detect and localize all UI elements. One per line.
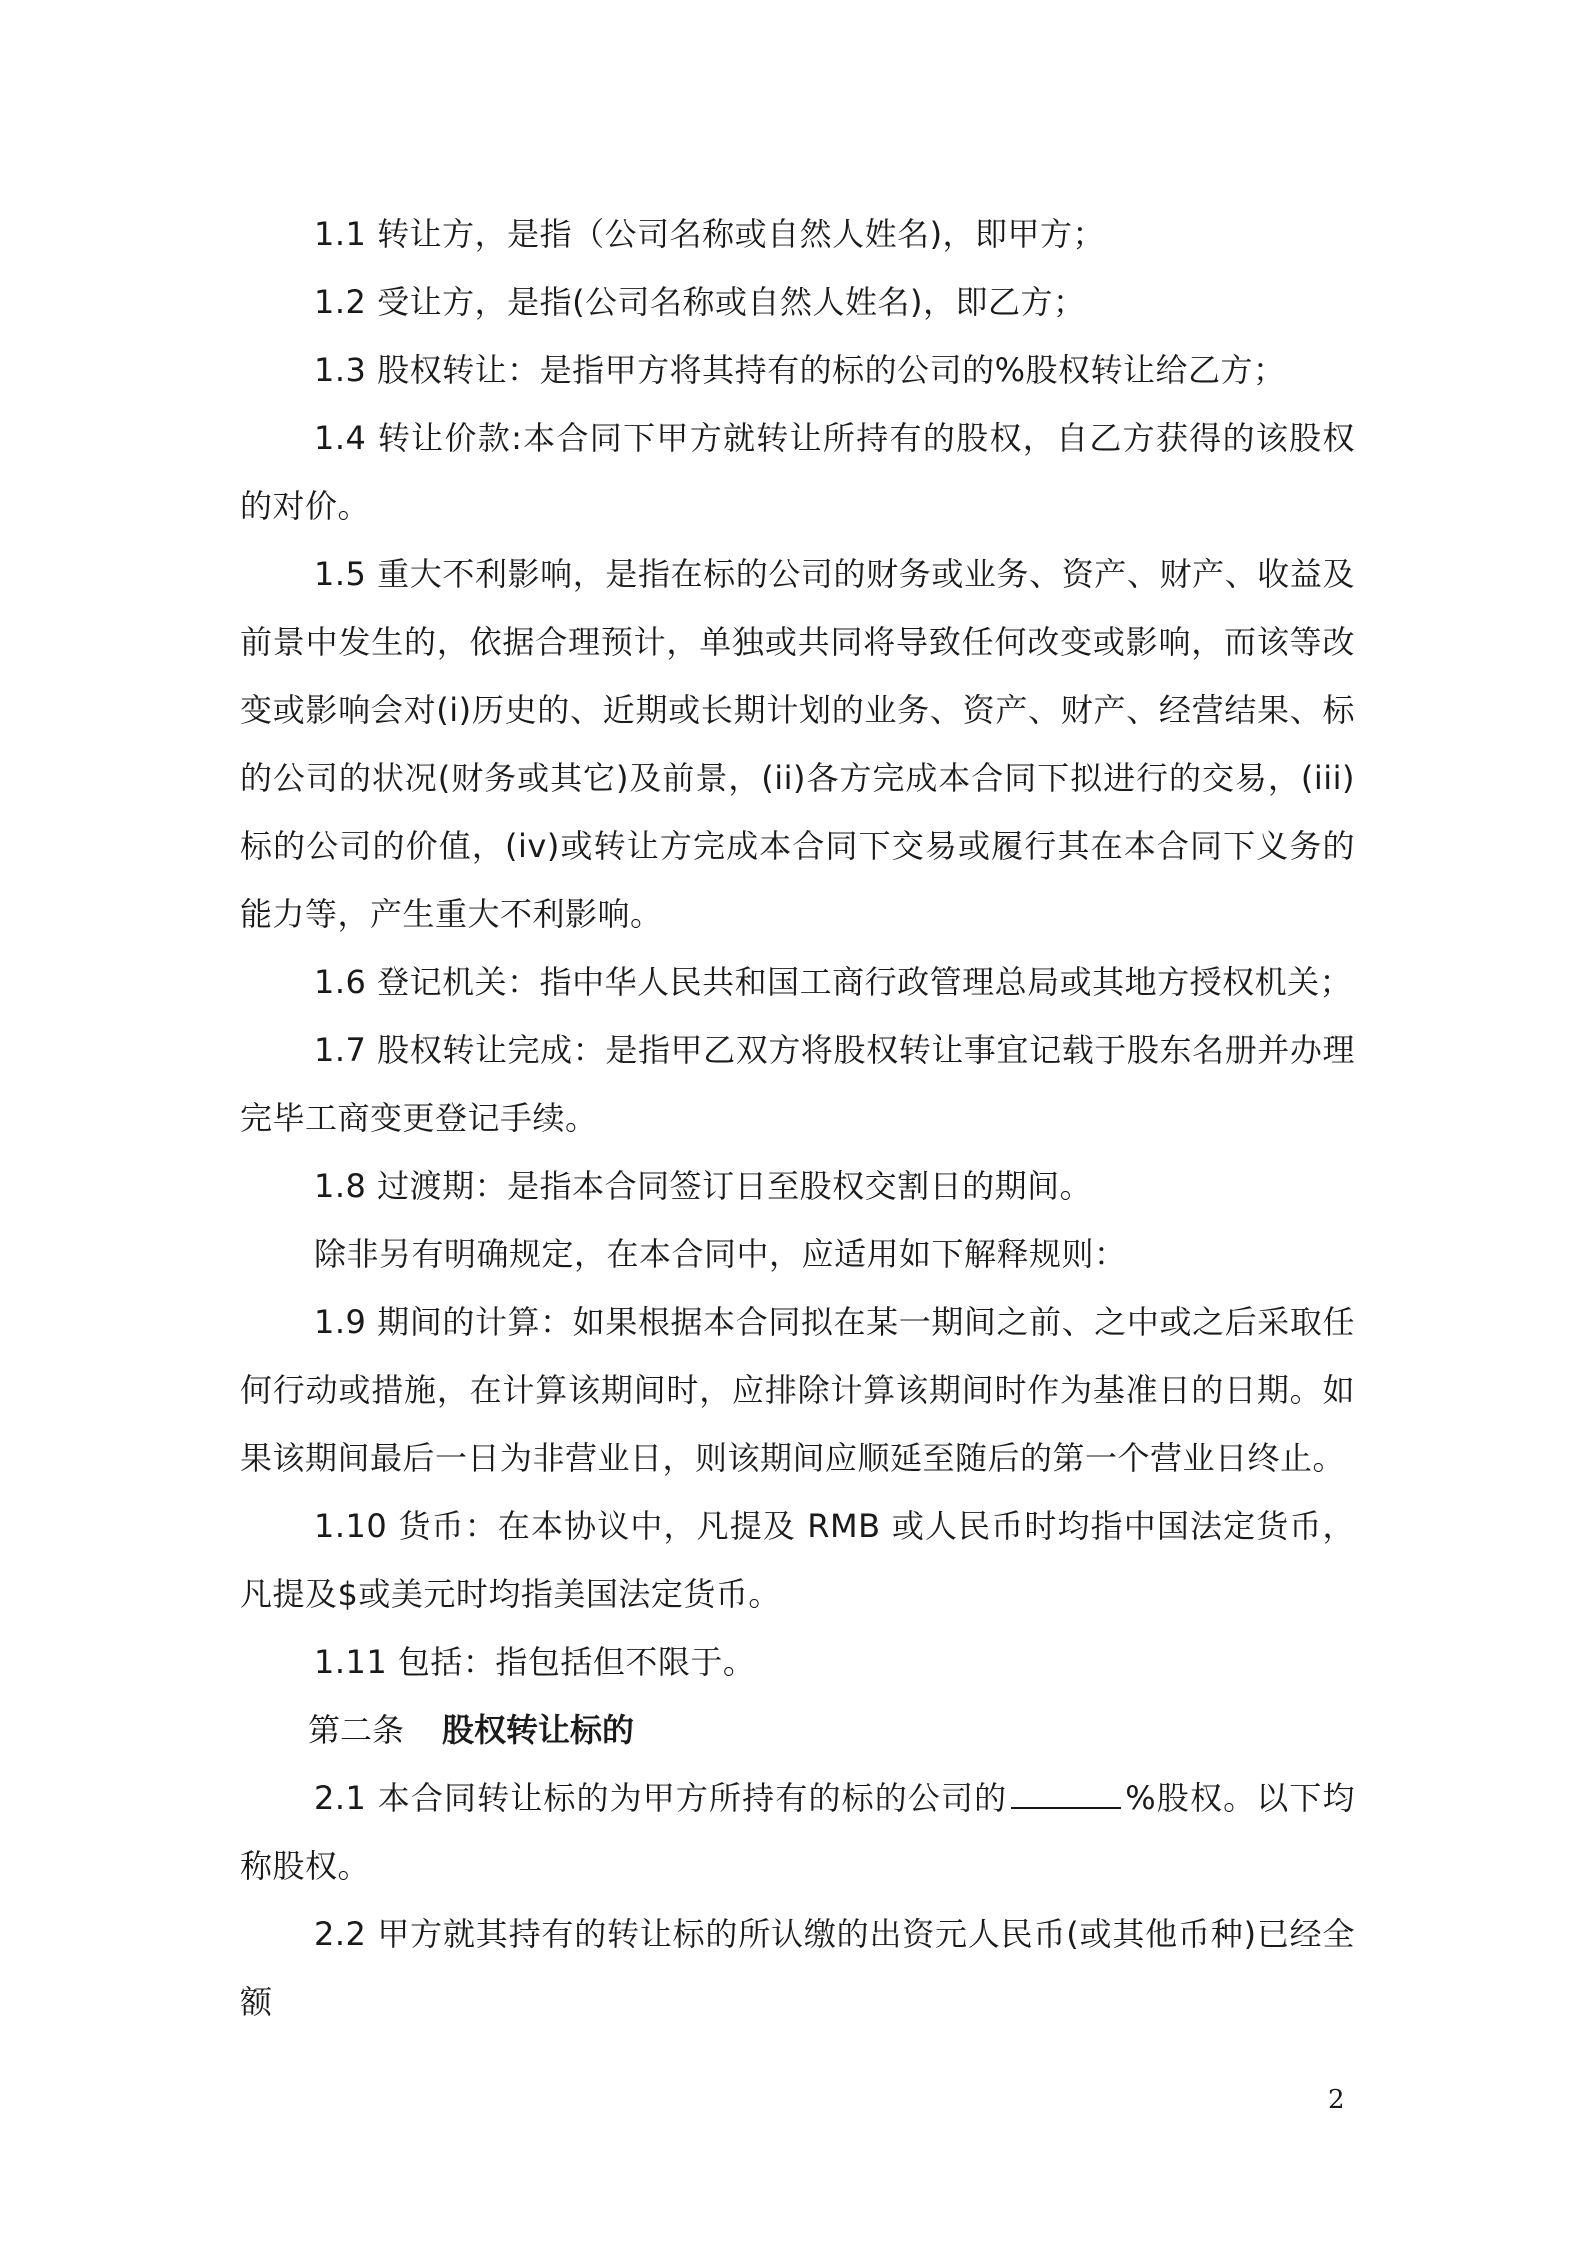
clause-2-1 bbox=[240, 1764, 1355, 1900]
clause-1-9: 1.9 期间的计算：如果根据本合同拟在某一期间之前、之中或之后采取任何行动或措施，在计算该期间时，应排除计算该期间时作为基准日的日期。如果该期间最后一日为非营业日，则该期间应顺延至随后的第一个营业日终止。 bbox=[240, 1303, 1355, 1477]
clause-1-3: 1.3 股权转让：是指甲方将其持有的标的公司的%股权转让给乙方； bbox=[314, 351, 1286, 389]
percentage-blank bbox=[1011, 1777, 1121, 1809]
clause-1-2: 1.2 受让方，是指(公司名称或自然人姓名)，即乙方； bbox=[314, 283, 1086, 321]
clause-1-10: 1.10 货币：在本协议中，凡提及 RMB 或人民币时均指中国法定货币，凡提及$或美元时均指美国法定货币。 bbox=[240, 1507, 1355, 1613]
clause-1-1: 1.1 转让方，是指（公司名称或自然人姓名)，即甲方； bbox=[314, 215, 1106, 253]
article-2-title: 股权转让标的 bbox=[442, 1711, 635, 1749]
article-2-number: 第二条 bbox=[308, 1711, 405, 1749]
clause-1-11: 1.11 包括：指包括但不限于。 bbox=[314, 1643, 756, 1681]
clause-1-5: 1.5 重大不利影响，是指在标的公司的财务或业务、资产、财产、收益及前景中发生的，依据合理预计，单独或共同将导致任何改变或影响，而该等改变或影响会对(i)历史的、近期或长期计划的业务、资产、财产、经营结果、标的公司的状况(财务或其它)及前景，(ii)各方完成本合同下拟进行的交易，(iii)标的公司的价值，(iv)或转让方完成本合同下交易或履行其在本合同下义务的能力等，产生重大不利影响。 bbox=[240, 555, 1355, 933]
clause-1-7: 1.7 股权转让完成：是指甲乙双方将股权转让事宜记载于股东名册并办理完毕工商变更登记手续。 bbox=[240, 1031, 1355, 1137]
clause-2-1-text-before: 2.1 本合同转让标的为甲方所持有的标的公司的 bbox=[314, 1779, 1008, 1817]
clause-2-1-text-after: %股权。以下均称股权。 bbox=[240, 1779, 1355, 1885]
page-number: 2 bbox=[1328, 2085, 1345, 2115]
interpretation-rules-intro: 除非另有明确规定，在本合同中，应适用如下解释规则： bbox=[314, 1235, 1127, 1273]
article-2-heading bbox=[240, 1696, 1355, 1764]
document-body bbox=[240, 200, 1355, 2036]
clause-2-2: 2.2 甲方就其持有的转让标的所认缴的出资元人民币(或其他币种)已经全额 bbox=[240, 1915, 1355, 2021]
clause-1-6: 1.6 登记机关：指中华人民共和国工商行政管理总局或其地方授权机关； bbox=[314, 963, 1353, 1001]
clause-1-8: 1.8 过渡期：是指本合同签订日至股权交割日的期间。 bbox=[314, 1167, 1093, 1205]
clause-1-4: 1.4 转让价款:本合同下甲方就转让所持有的股权，自乙方获得的该股权的对价。 bbox=[240, 419, 1355, 525]
